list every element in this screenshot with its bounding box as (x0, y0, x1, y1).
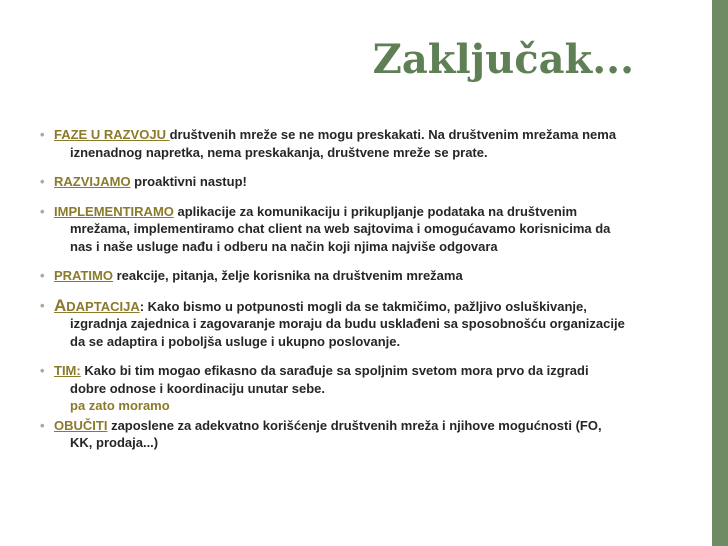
keyword-tim: TIM: (54, 363, 81, 378)
keyword-implementiramo: IMPLEMENTIRAMO (54, 203, 174, 219)
bullet-dot-icon: • (40, 127, 45, 142)
decorative-side-bar (712, 0, 728, 546)
keyword-faze: FAZE U RAZVOJU (54, 127, 170, 142)
bullet-dot-icon: • (40, 297, 45, 313)
tim-subnote: pa zato moramo (70, 398, 170, 413)
bullet-adaptacija: • ADAPTACIJA: Kako bismo u potpunosti mogli da se takmičimo, pažljivo osluškivanje, izgradnja zajednica i zagovaranje moraju da budu usklađeni sa sposobnošću organizacije da se adaptira i poboljša usluge i ukupno poslovanje. (40, 295, 625, 349)
keyword-razvijamo: RAZVIJAMO (54, 174, 131, 189)
bullet-implementiramo: • IMPLEMENTIRAMO aplikacije za komunikaciju i prikupljanje podataka na društvenim mrežama, implementiramo chat client na web sajtovima i omogućavamo korisnicima da nas i naše usluge nađu i odberu na način koji njima najviše odgovara (40, 203, 611, 254)
bullet-dot-icon: • (40, 203, 45, 219)
bullet-faze: • FAZE U RAZVOJU društvenih mreže se ne mogu preskakati. Na društvenim mrežama nema iznenadnog napretka, nema preskakanja, društvene mreže se prate. (40, 127, 617, 160)
bullet-dot-icon: • (40, 174, 45, 189)
bullet-pratimo: • PRATIMO reakcije, pitanja, želje korisnika na društvenim mrežama (40, 268, 463, 283)
bullet-tim: • TIM: Kako bi tim mogao efikasno da sarađuje sa spoljnim svetom mora prvo da izgradi dobre odnose i koordinaciju unutar sebe. pa zato moramo (54, 362, 664, 415)
keyword-obuciti: OBUČITI (54, 417, 108, 433)
bullet-dot-icon: • (40, 417, 45, 433)
slide-title: Zaključak... (372, 36, 634, 83)
bullet-obuciti: • OBUČITI zaposlene za adekvatno korišćenje društvenih mreža i njihove mogućnosti (FO, KK, prodaja...) (40, 417, 602, 450)
bullet-dot-icon: • (40, 268, 45, 283)
keyword-adaptacija: ADAPTACIJA (54, 295, 140, 315)
bullet-razvijamo: • RAZVIJAMO proaktivni nastup! (40, 174, 247, 189)
keyword-pratimo: PRATIMO (54, 268, 113, 283)
bullet-list (40, 126, 664, 452)
bullet-dot-icon: • (40, 363, 45, 378)
